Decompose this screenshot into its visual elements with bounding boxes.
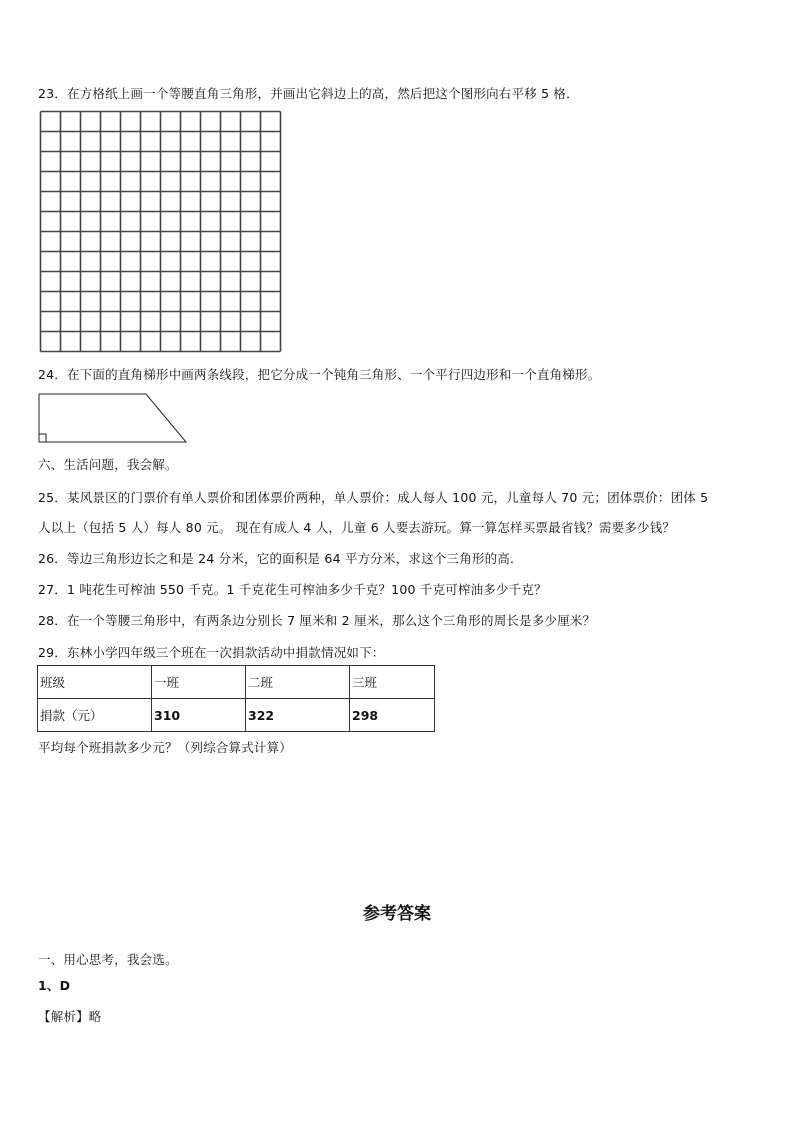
question-25-line-2: 人以上（包括 5 人）每人 80 元。 现在有成人 4 人，儿童 6 人要去游玩。算一算怎样买票最省钱？需要多少钱？ bbox=[38, 520, 676, 535]
donation-table bbox=[37, 665, 435, 732]
table-cell: 298 bbox=[350, 699, 435, 732]
question-23: 23．在方格纸上画一个等腰直角三角形，并画出它斜边上的高，然后把这个图形向右平移 5 格． bbox=[38, 86, 579, 101]
table-cell: 捐款（元） bbox=[38, 699, 152, 732]
question-24: 24．在下面的直角梯形中画两条线段，把它分成一个钝角三角形、一个平行四边形和一个直角梯形。 bbox=[38, 367, 601, 382]
table-cell: 二班 bbox=[246, 666, 350, 699]
question-27: 27．1 吨花生可榨油 550 千克。1 千克花生可榨油多少千克？100 千克可榨油多少千克？ bbox=[38, 582, 547, 597]
table-header-row bbox=[38, 666, 435, 699]
question-25-line-1: 25．某风景区的门票价有单人票价和团体票价两种，单人票价：成人每人 100 元，儿童每人 70 元；团体票价：团体 5 bbox=[38, 490, 709, 505]
answers-title: 参考答案 bbox=[363, 904, 431, 924]
section-6-heading: 六、生活问题，我会解。 bbox=[38, 457, 178, 472]
answer-1-analysis: 【解析】略 bbox=[38, 1009, 102, 1024]
grid-paper bbox=[39, 110, 285, 358]
table-cell: 三班 bbox=[350, 666, 435, 699]
question-28: 28．在一个等腰三角形中，有两条边分别长 7 厘米和 2 厘米，那么这个三角形的周长是多少厘米？ bbox=[38, 613, 596, 628]
table-row bbox=[38, 699, 435, 732]
question-29-prompt: 平均每个班捐款多少元？（列综合算式计算） bbox=[38, 740, 293, 755]
table-cell: 310 bbox=[152, 699, 246, 732]
table-cell: 一班 bbox=[152, 666, 246, 699]
question-26: 26．等边三角形边长之和是 24 分米，它的面积是 64 平方分米，求这个三角形的高． bbox=[38, 551, 523, 566]
table-cell: 班级 bbox=[38, 666, 152, 699]
answer-1: 1、D bbox=[38, 978, 71, 993]
answers-section-1: 一、用心思考，我会选。 bbox=[38, 952, 178, 967]
right-trapezoid-figure bbox=[38, 392, 188, 448]
question-29: 29．东林小学四年级三个班在一次捐款活动中捐款情况如下： bbox=[38, 645, 385, 660]
table-cell: 322 bbox=[246, 699, 350, 732]
